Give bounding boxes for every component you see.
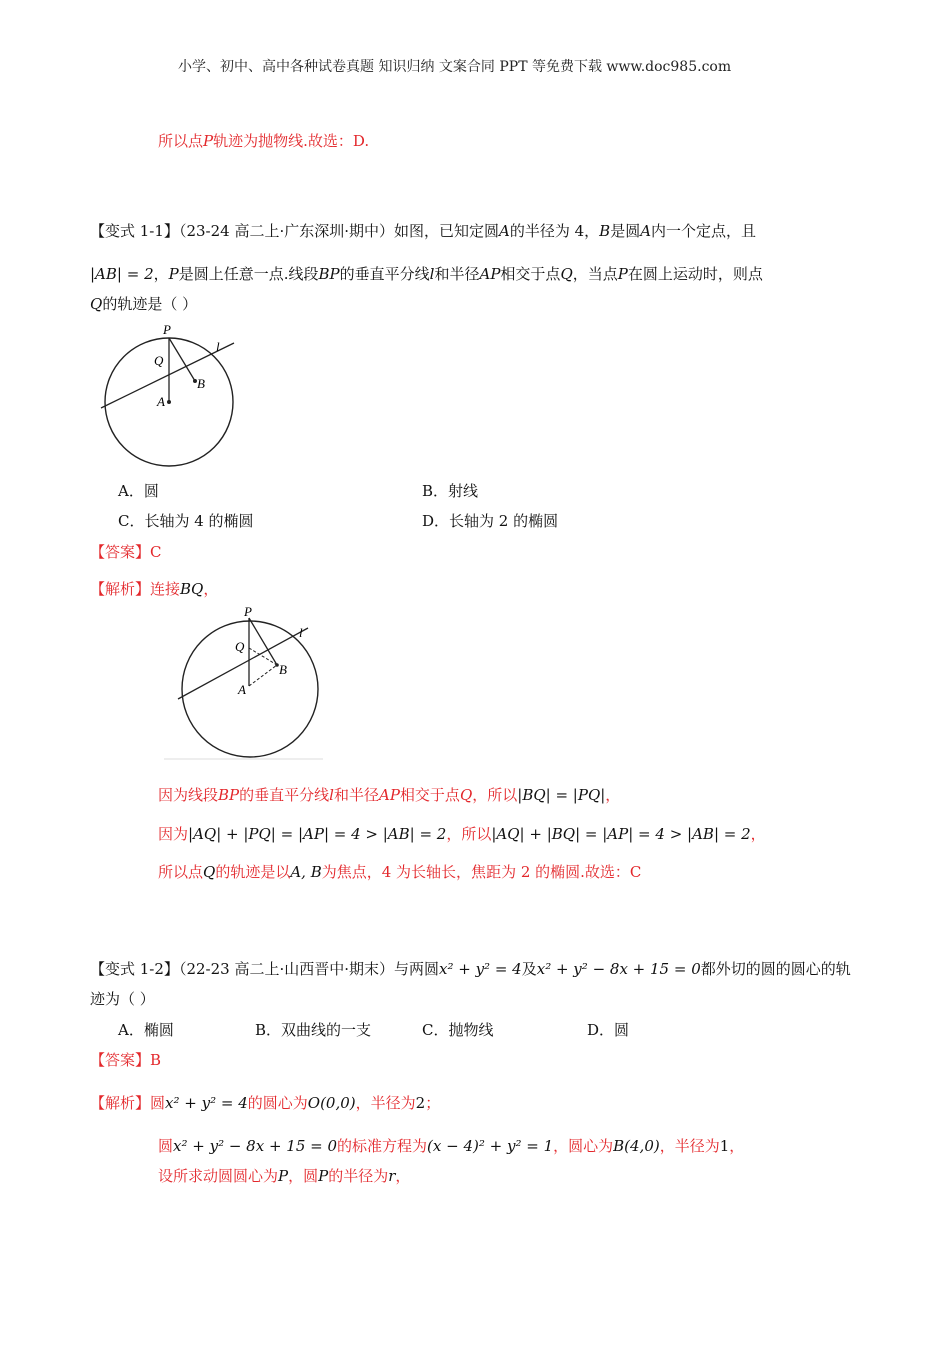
math-expr: A, B (290, 863, 322, 881)
q2-stem-line1 (90, 959, 851, 979)
text: 相交于点 (500, 265, 561, 283)
text: 和半径 (333, 786, 379, 804)
text: ， (750, 825, 766, 843)
q2-analysis-line1 (90, 1093, 440, 1113)
text: 轨迹为抛物线.故选：D. (213, 132, 370, 150)
text: ，圆心为 (553, 1137, 614, 1155)
math-var: Q (203, 863, 216, 881)
math-var: B (599, 222, 611, 240)
text: ，所以 (472, 786, 518, 804)
math-expr: x² + y² − 8x + 15 = 0 (173, 1137, 338, 1155)
text: 在圆上运动时，则点 (627, 265, 763, 283)
text: 内一个定点，且 (651, 222, 757, 240)
analysis-tag: 【解析】 (90, 1094, 151, 1112)
segment-QB (249, 648, 277, 665)
math-var: l (329, 786, 334, 804)
label-A: A (157, 394, 165, 409)
q1-stem-line2 (90, 264, 763, 284)
q2-stem-line2: 迹为（ ） (90, 990, 155, 1008)
math-expr: |BQ| = |PQ| (517, 786, 606, 804)
q1-option-c: C．长轴为 4 的椭圆 (118, 512, 254, 530)
page-header: 小学、初中、高中各种试卷真题 知识归纳 文案合同 PPT 等免费下载 www.doc985.com (178, 59, 732, 75)
text: ，半径为 (355, 1094, 416, 1112)
text: 的轨迹是（ ） (102, 295, 198, 313)
text: 圆 (150, 1094, 166, 1112)
text: ，圆 (288, 1167, 319, 1185)
math-expr: B(4,0) (613, 1137, 660, 1155)
text: 的标准方程为 (337, 1137, 428, 1155)
text: 的垂直平分线 (239, 786, 330, 804)
label-P: P (163, 322, 171, 337)
math-var: P (318, 1167, 329, 1185)
math-expr: |AQ| + |BQ| = |AP| = 4 > |AB| = 2 (491, 825, 751, 843)
q1-answer (90, 542, 162, 562)
label-P: P (244, 604, 252, 619)
label-A: A (238, 682, 246, 697)
text: 都外切的圆的圆心的轨 (700, 960, 851, 978)
text: ，当点 (572, 265, 618, 283)
math-var: A (640, 222, 652, 240)
q2-option-d: D．圆 (587, 1021, 630, 1039)
q1-option-d: D．长轴为 2 的椭圆 (422, 512, 559, 530)
text: 连接 (150, 580, 181, 598)
line-l (101, 343, 234, 408)
q1-option-b: B．射线 (422, 482, 479, 500)
math-var: Q (560, 265, 573, 283)
q2-option-b: B．双曲线的一支 (255, 1021, 372, 1039)
text: 和半径 (434, 265, 480, 283)
point-A (167, 400, 171, 404)
label-Q: Q (235, 639, 245, 654)
q2-option-a: A．椭圆 (118, 1021, 174, 1039)
label-B: B (197, 376, 205, 391)
math-var: P (203, 132, 214, 150)
text: 的半径为 (328, 1167, 389, 1185)
text: 的半径为 4， (509, 222, 600, 240)
math-expr: 2 (415, 1094, 426, 1112)
math-var: BP (218, 786, 240, 804)
text: ； (425, 1094, 441, 1112)
text: 设所求动圆圆心为 (158, 1167, 279, 1185)
q1-figure (88, 318, 248, 472)
text: 相交于点 (399, 786, 460, 804)
text: （23-24 高二上·广东深圳·期中）如图，已知定圆 (178, 222, 499, 240)
text: 的轨迹是以 (215, 863, 291, 881)
text: ，半径为 (659, 1137, 720, 1155)
text: ， (395, 1167, 411, 1185)
math-var: P (168, 265, 179, 283)
math-expr: O(0,0) (307, 1094, 356, 1112)
q2-answer (90, 1050, 161, 1070)
q1-solution-line3 (158, 862, 641, 882)
text: （22-23 高二上·山西晋中·期末）与两圆 (178, 960, 439, 978)
math-expr: x² + y² − 8x + 15 = 0 (536, 960, 701, 978)
math-var: P (617, 265, 628, 283)
answer-value: C (150, 543, 162, 561)
segment-PB (169, 338, 195, 381)
text: 因为线段 (158, 786, 219, 804)
math-var: Q (459, 786, 473, 804)
math-var: l (429, 265, 435, 283)
text: ， (153, 265, 169, 283)
label-B: B (279, 662, 287, 677)
q1-analysis-figure (160, 602, 328, 762)
q1-solution-line2 (158, 824, 766, 844)
text: 为焦点，4 为长轴长，焦距为 2 的椭圆.故选：C (321, 863, 642, 881)
text: 及 (521, 960, 537, 978)
prev-conclusion (158, 131, 369, 151)
math-expr: 1 (719, 1137, 730, 1155)
math-expr: x² + y² = 4 (439, 960, 522, 978)
math-var: AP (479, 265, 501, 283)
text: ， (729, 1137, 745, 1155)
label-l: l (216, 339, 220, 354)
math-var: P (278, 1167, 289, 1185)
math-var: Q (90, 295, 103, 313)
text: 是圆 (610, 222, 641, 240)
label-l: l (299, 625, 303, 640)
text: 因为 (158, 825, 189, 843)
text: 所以点 (158, 132, 204, 150)
text: 的圆心为 (247, 1094, 308, 1112)
math-var: A (499, 222, 510, 240)
math-expr: |AB| = 2 (90, 265, 154, 283)
q1-solution-line1 (158, 785, 620, 805)
answer-tag: 【答案】 (90, 1051, 151, 1069)
q2-option-c: C．抛物线 (422, 1021, 494, 1039)
q1-option-a: A．圆 (118, 482, 159, 500)
q1-analysis-line1 (90, 579, 218, 599)
q1-stem-line1 (90, 221, 756, 241)
math-var: AP (378, 786, 400, 804)
text: ，所以 (446, 825, 492, 843)
segment-AB (249, 665, 277, 686)
answer-tag: 【答案】 (90, 543, 151, 561)
math-var: r (388, 1167, 396, 1185)
q2-analysis-line2 (158, 1136, 744, 1156)
circle-A (182, 621, 318, 757)
q2-analysis-line3 (158, 1166, 410, 1186)
math-expr: |AQ| + |PQ| = |AP| = 4 > |AB| = 2 (188, 825, 447, 843)
math-expr: (x − 4)² + y² = 1 (427, 1137, 554, 1155)
math-expr: BQ (180, 580, 204, 598)
text: 圆 (158, 1137, 174, 1155)
math-expr: x² + y² = 4 (165, 1094, 248, 1112)
answer-value: B (150, 1051, 162, 1069)
text: 是圆上任意一点.线段 (178, 265, 319, 283)
text: 所以点 (158, 863, 204, 881)
analysis-tag: 【解析】 (90, 580, 151, 598)
math-var: BP (318, 265, 340, 283)
q2-tag: 【变式 1-2】 (90, 960, 179, 978)
label-Q: Q (154, 353, 164, 368)
q1-tag: 【变式 1-1】 (90, 222, 179, 240)
text: ， (605, 786, 621, 804)
text: 的垂直平分线 (339, 265, 430, 283)
q1-stem-line3 (90, 294, 197, 314)
text: ， (203, 580, 219, 598)
